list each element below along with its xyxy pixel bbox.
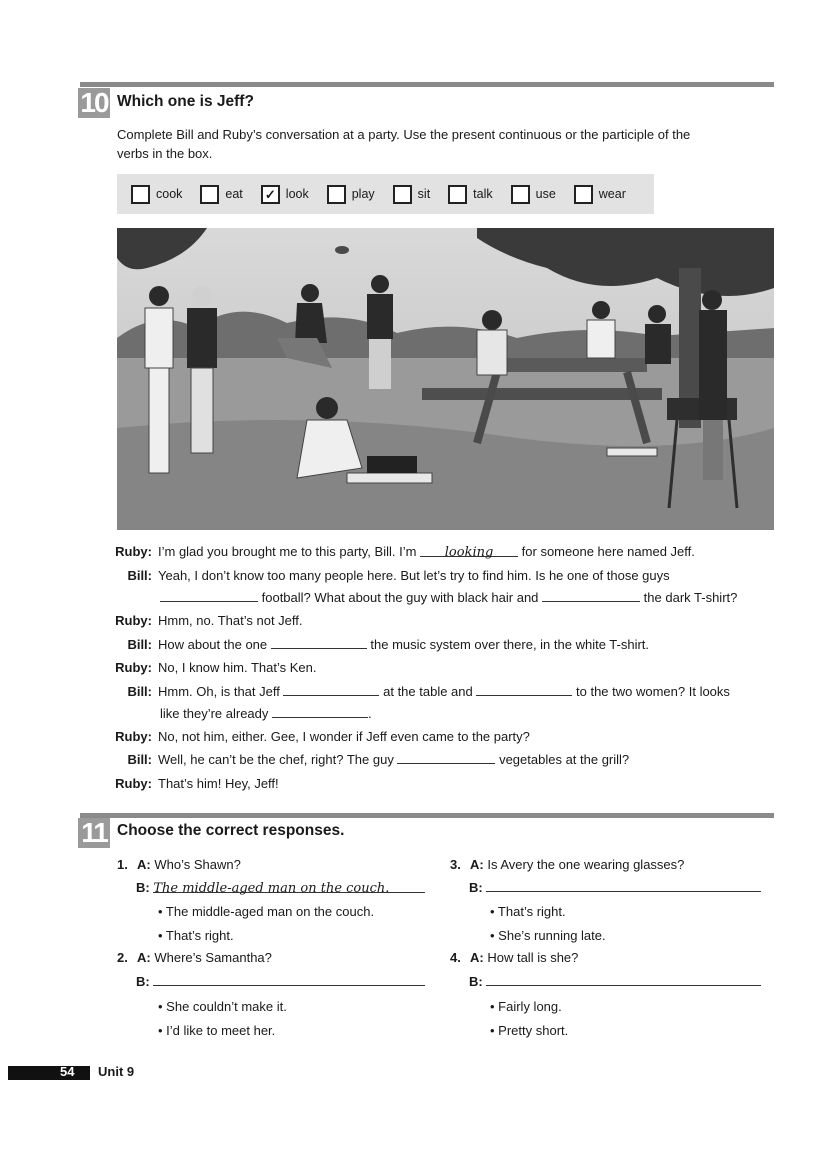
dialogue-text: at the table and [383,684,473,699]
option[interactable]: • Fairly long. [490,999,562,1014]
word-option[interactable] [327,185,375,204]
dialogue-line-5 [80,634,649,656]
answer-blank[interactable] [160,587,258,602]
option[interactable]: • That’s right. [490,904,566,919]
speaker-b-label: B: [469,880,483,895]
dialogue-line-8 [160,703,372,725]
checkbox-checked-icon[interactable]: ✓ [261,185,280,204]
speaker-ruby: Ruby: [115,544,152,559]
option[interactable]: • Pretty short. [490,1023,569,1038]
question-text: Where’s Samantha? [154,950,272,965]
question-3-response [469,877,761,899]
option[interactable]: • She couldn’t make it. [158,999,287,1014]
question-4-prompt [450,947,578,969]
section-10-instructions: Complete Bill and Ruby’s conversation at a party. Use the present continuous or the participle of the verbs in the box. [117,127,691,161]
word-label: talk [473,187,493,201]
question-2-response [136,971,425,993]
word-option[interactable] [511,185,556,204]
question-2-prompt [117,947,272,969]
speaker-a-label: A: [470,857,484,872]
section-11-title: Choose the correct responses. [117,822,345,839]
answer-blank[interactable]: looking [420,542,518,557]
dialogue-text: the dark T-shirt? [643,590,738,605]
dialogue-text: Yeah, I don’t know too many people here. But let’s try to find him. Is he one of those guys [158,568,670,583]
footer-bar [8,1066,90,1080]
speaker-a-label: A: [470,950,484,965]
dialogue-text: vegetables at the grill? [499,752,630,767]
word-option[interactable] [200,185,242,204]
dialogue-text: No, not him, either. Gee, I wonder if Jeff even came to the party? [158,729,530,744]
checkbox-icon[interactable] [393,185,412,204]
dialogue-text: Hmm, no. That’s not Jeff. [158,613,303,628]
word-option[interactable] [131,185,182,204]
dialogue-line-2 [80,565,670,587]
section-11-rule [80,813,774,818]
dialogue-line-3 [160,587,737,609]
speaker-ruby: Ruby: [115,613,152,628]
dialogue-text: No, I know him. That’s Ken. [158,660,317,675]
question-1-prompt [117,854,241,876]
dialogue-text: Hmm. Oh, is that Jeff [158,684,280,699]
checkbox-icon[interactable] [448,185,467,204]
dialogue-text: How about the one [158,637,268,652]
checkbox-icon[interactable] [511,185,530,204]
answer-blank[interactable] [542,587,640,602]
unit-label: Unit 9 [98,1064,135,1079]
word-option[interactable] [393,185,431,204]
speaker-bill: Bill: [127,637,152,652]
checkbox-icon[interactable] [200,185,219,204]
dialogue-text: like they’re already [160,706,269,721]
answer-blank[interactable] [271,634,367,649]
speaker-bill: Bill: [127,684,152,699]
speaker-bill: Bill: [127,568,152,583]
party-illustration [117,228,774,530]
speaker-ruby: Ruby: [115,729,152,744]
section-11-number: 11 [78,818,110,848]
dialogue-text: for someone here named Jeff. [521,544,695,559]
answer-blank[interactable] [272,703,368,718]
question-4-response [469,971,761,993]
checkbox-icon[interactable] [574,185,593,204]
answer-blank[interactable] [476,681,572,696]
question-text: How tall is she? [487,950,579,965]
dialogue-text: to the two women? It looks [576,684,730,699]
speaker-a-label: A: [137,857,151,872]
section-10-rule [80,82,774,87]
question-number: 4. [450,950,461,965]
option[interactable]: • I’d like to meet her. [158,1023,276,1038]
checkbox-icon[interactable] [327,185,346,204]
section-10-number: 10 [78,88,110,118]
dialogue-text: . [368,706,372,721]
dialogue-line-6 [80,657,316,679]
speaker-ruby: Ruby: [115,660,152,675]
answer-blank[interactable]: The middle-aged man on the couch. [153,878,425,893]
question-number: 3. [450,857,461,872]
word-option[interactable] [261,185,309,204]
speaker-b-label: B: [136,880,150,895]
word-option[interactable] [448,185,492,204]
option[interactable]: • The middle-aged man on the couch. [158,904,375,919]
answer-blank[interactable] [397,749,495,764]
word-box [117,174,654,214]
dialogue-line-7 [80,681,730,703]
answer-blank[interactable] [153,971,425,986]
word-option[interactable] [574,185,626,204]
speaker-b-label: B: [469,974,483,989]
dialogue-line-1 [80,541,695,563]
question-3-prompt [450,854,684,876]
option[interactable]: • She’s running late. [490,928,606,943]
dialogue-text: the music system over there, in the white T-shirt. [370,637,650,652]
speaker-a-label: A: [137,950,151,965]
dialogue-text: football? What about the guy with black hair and [261,590,539,605]
dialogue-line-4 [80,610,303,632]
answer-blank[interactable] [283,681,379,696]
dialogue-text: Well, he can’t be the chef, right? The guy [158,752,394,767]
question-number: 1. [117,857,128,872]
checkbox-icon[interactable] [131,185,150,204]
word-label: sit [417,187,431,201]
word-label: use [535,187,556,201]
option[interactable]: • That’s right. [158,928,234,943]
dialogue-line-11 [80,773,279,795]
question-1-response [136,877,425,899]
answer-blank[interactable] [486,971,761,986]
word-label: cook [156,187,183,201]
question-text: Is Avery the one wearing glasses? [487,857,685,872]
speaker-b-label: B: [136,974,150,989]
question-text: Who’s Shawn? [154,857,241,872]
speaker-ruby: Ruby: [115,776,152,791]
page-number: 54 [60,1064,75,1079]
word-label: play [351,187,375,201]
word-label: wear [598,187,626,201]
section-10-title: Which one is Jeff? [117,93,254,110]
word-label: look [285,187,309,201]
speaker-bill: Bill: [127,752,152,767]
answer-blank[interactable] [486,877,761,892]
dialogue-text: I’m glad you brought me to this party, Bill. I’m [158,544,417,559]
question-number: 2. [117,950,128,965]
dialogue-text: That’s him! Hey, Jeff! [158,776,279,791]
dialogue-line-10 [80,749,629,771]
dialogue-line-9 [80,726,530,748]
word-label: eat [225,187,243,201]
